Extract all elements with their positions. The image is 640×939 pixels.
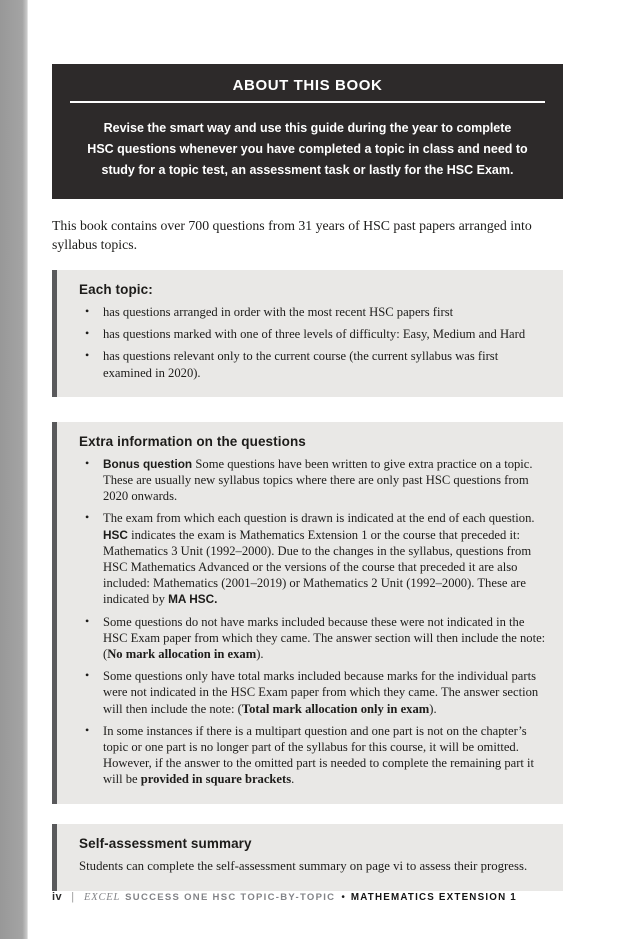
section-heading: Each topic: [79,282,153,297]
text-segment: ). [256,647,264,662]
bullet-icon: • [85,722,90,737]
subject-title: MATHEMATICS EXTENSION 1 [350,891,517,903]
page-footer [52,891,563,903]
text-segment: HSC [103,527,128,542]
banner-divider [70,101,545,103]
text-segment: Some questions have been written to give extra practice on a topic. These are usually new syllabus topics where there are only past HSC questions from 2020 onwards. [103,456,533,504]
bullet-icon: • [85,510,90,525]
text-segment: provided in square brackets [140,772,292,787]
text-segment: . [291,772,295,787]
banner-line: HSC questions whenever you have completed a topic in class and need to [87,142,528,156]
bullet-text [103,615,545,661]
bullet-icon: • [85,613,90,628]
text-segment: Some questions only have total marks included because marks for the individual parts were not indicated in the HSC Exam paper from which they came. The answer section will then include the note: ( [103,669,539,716]
text-segment: Bonus question [103,456,196,471]
text-segment: In some instances if there is a multipart question and one part is not on the chapter’s topic or one part is no longer part of the syllabus for this course, it will be omitted. However, if the answer to the omitted part is needed to complete the remaining part it will be [103,723,535,787]
bullet-item [79,348,549,380]
bullet-separator-icon: • [341,891,345,903]
brand-name: EXCEL [84,891,121,903]
page-number: iv [52,891,63,903]
page-edge [0,0,28,939]
bullet-text [103,305,453,319]
bullet-icon: • [85,668,90,683]
bullet-text [103,724,534,787]
bullet-text [103,327,525,341]
banner-title: ABOUT THIS BOOK [232,77,383,94]
text-segment: The exam from which each question is drawn is indicated at the end of each question. [103,511,535,526]
section-heading: Self-assessment summary [79,835,252,851]
bullet-item [79,668,549,717]
bullet-item [79,326,549,342]
bullet-item [79,510,549,607]
text-segment: has questions arranged in order with the most recent HSC papers first [103,305,454,319]
banner-intro [58,118,557,181]
banner-line: study for a topic test, an assessment task or lastly for the HSC Exam. [101,163,514,177]
section-heading: Extra information on the questions [79,433,306,449]
section-paragraph: Students can complete the self-assessment summary on page vi to assess their progress. [79,858,528,873]
section-each-topic [52,270,563,397]
text-segment: ). [429,701,437,716]
text-segment: has questions marked with one of three levels of difficulty: Easy, Medium and Hard [103,327,526,342]
bullet-text [103,349,498,379]
bullet-item [79,614,549,663]
series-title: SUCCESS ONE HSC TOPIC-BY-TOPIC [125,891,336,903]
text-segment: has questions relevant only to the current course (the current syllabus was first examined in 2020). [103,349,499,380]
bullet-text [103,669,538,715]
bullet-icon: • [85,326,90,341]
section-self-assessment [52,824,563,891]
text-segment: Total mark allocation only in exam [241,701,430,716]
text-segment: MA HSC. [168,592,218,607]
section-extra-information [52,422,563,804]
bullet-icon: • [85,455,90,470]
banner-line: Revise the smart way and use this guide during the year to complete [103,121,512,135]
text-segment: No mark allocation in exam [107,647,257,662]
text-segment: Some questions do not have marks included because these were not indicated in the HSC Exam paper from which they came. The answer section will then include the note: ( [103,614,546,662]
page-content [52,0,563,891]
bullet-list [79,456,549,788]
bullet-icon: • [85,304,90,318]
footer-divider: | [71,891,75,903]
bullet-item [79,456,549,505]
bullet-item [79,304,549,320]
bullet-text [103,511,535,606]
lead-paragraph: This book contains over 700 questions from 31 years of HSC past papers arranged into syllabus topics. [52,218,532,252]
bullet-icon: • [85,348,90,363]
about-banner [52,64,563,199]
bullet-item [79,723,549,788]
bullet-list [79,304,549,381]
text-segment: indicates the exam is Mathematics Extension 1 or the course that preceded it: Mathematics 3 Unit (1992–2000). Due to the changes in the syllabus, questions from HSC Mathematics Advanced or the versions of the course that preceded it are also included: Mathematics (2001–2019) or Mathematics 2 Unit (1992–2000). These are indicated by [103,527,532,607]
bullet-text [103,457,533,503]
